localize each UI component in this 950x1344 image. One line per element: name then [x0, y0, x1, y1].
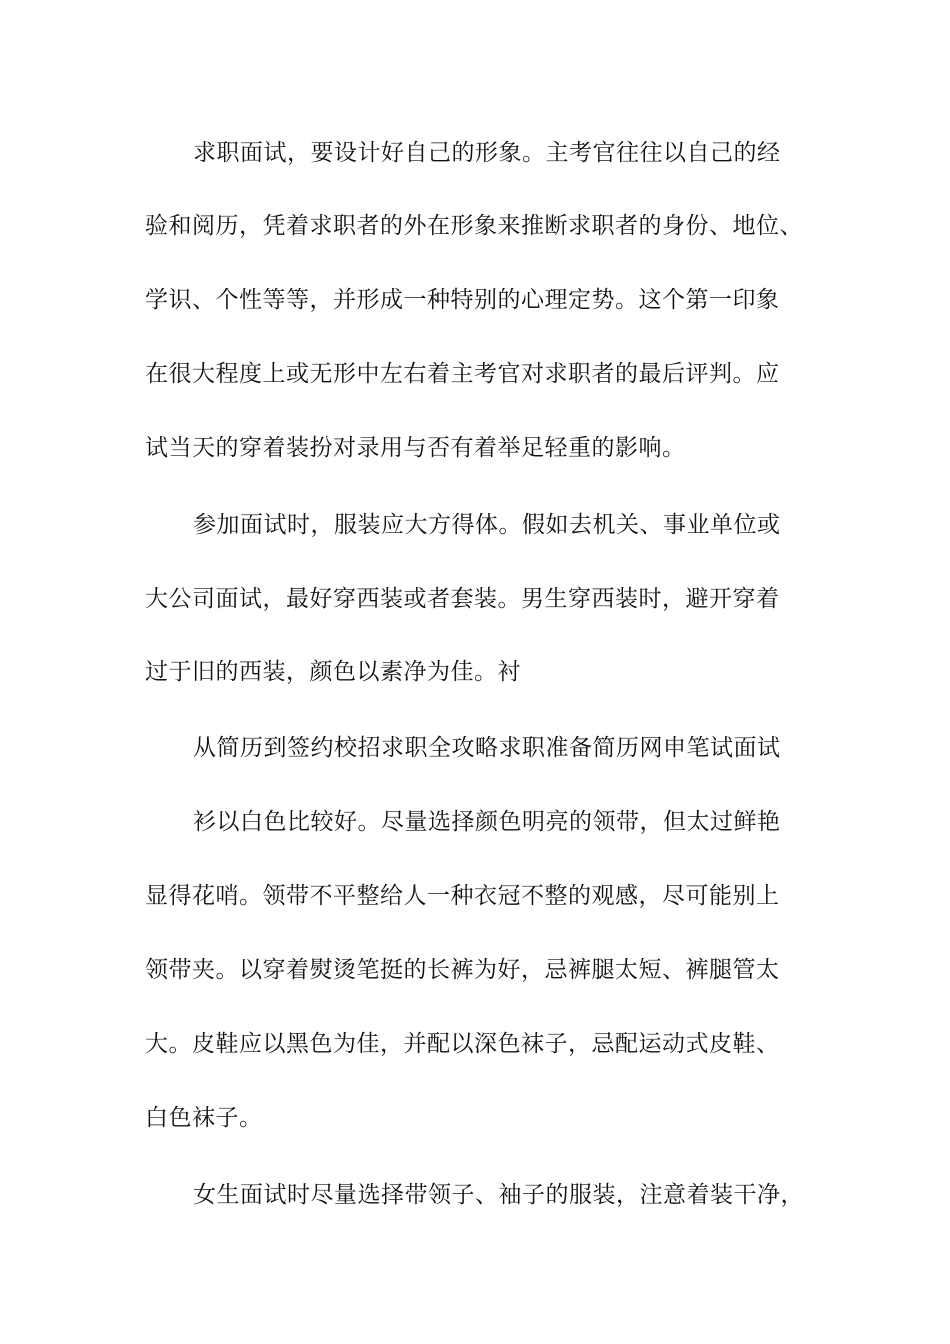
paragraph-3-line-4: 大。皮鞋应以黑色为佳，并配以深色袜子，忌配运动式皮鞋、 — [145, 1031, 780, 1057]
inserted-heading-line: 从简历到签约校招求职全攻略求职准备简历网申笔试面试 — [193, 735, 781, 761]
paragraph-3-line-1: 衫以白色比较好。尽量选择颜色明亮的领带，但太过鲜艳 — [193, 809, 781, 835]
paragraph-1-line-1: 求职面试，要设计好自己的形象。主考官往往以自己的经 — [193, 140, 781, 166]
paragraph-1-line-4: 在很大程度上或无形中左右着主考官对求职者的最后评判。应 — [145, 361, 780, 387]
paragraph-1-line-2: 验和阅历，凭着求职者的外在形象来推断求职者的身份、地位、 — [145, 213, 803, 239]
paragraph-3-line-5: 白色袜子。 — [145, 1105, 263, 1131]
paragraph-3-line-2: 显得花哨。领带不平整给人一种衣冠不整的观感，尽可能别上 — [145, 883, 780, 909]
paragraph-2-line-1: 参加面试时，服装应大方得体。假如去机关、事业单位或 — [193, 512, 781, 538]
paragraph-2-line-3: 过于旧的西装，颜色以素净为佳。衬 — [145, 659, 521, 685]
paragraph-1-line-5: 试当天的穿着装扮对录用与否有着举足轻重的影响。 — [145, 435, 686, 461]
paragraph-1-line-3: 学识、个性等等，并形成一种特别的心理定势。这个第一印象 — [145, 287, 780, 313]
paragraph-4-line-1: 女生面试时尽量选择带领子、袖子的服装，注意着装干净， — [193, 1182, 804, 1208]
paragraph-2-line-2: 大公司面试，最好穿西装或者套装。男生穿西装时，避开穿着 — [145, 586, 780, 612]
paragraph-3-line-3: 领带夹。以穿着熨烫笔挺的长裤为好，忌裤腿太短、裤腿管太 — [145, 957, 780, 983]
